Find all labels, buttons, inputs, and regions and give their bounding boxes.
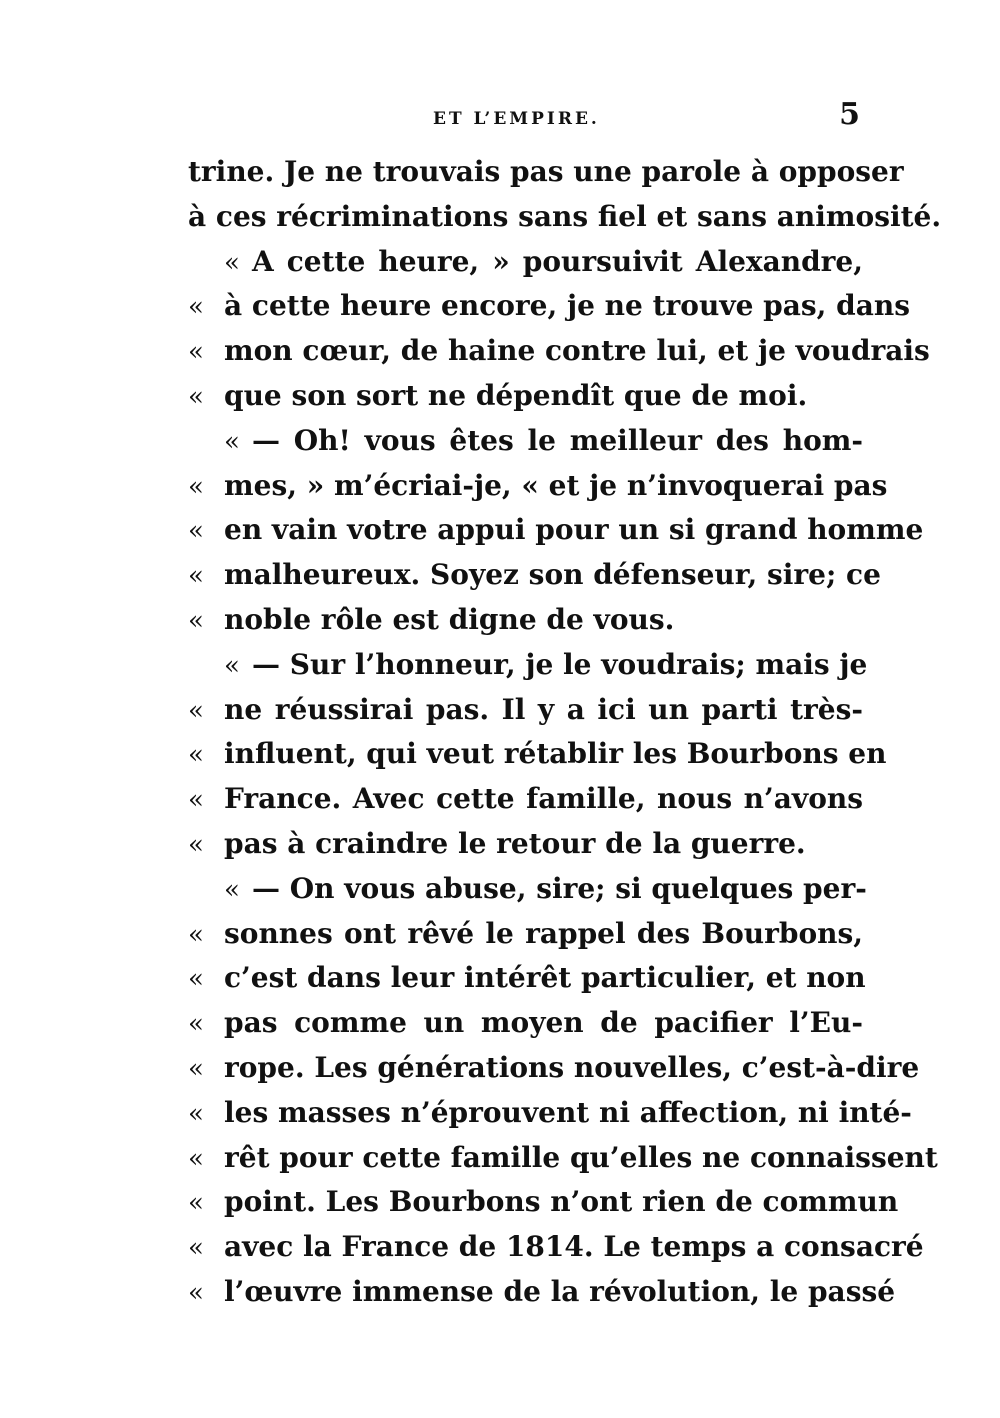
line-text: ne réussirai pas. Il y a ici un parti très- <box>224 692 863 726</box>
line-text: à ces récriminations sans fiel et sans animosité. <box>188 199 942 233</box>
quote-mark: « <box>188 1188 204 1219</box>
line-text: — On vous abuse, sire; si quelques per- <box>252 871 867 905</box>
text-line <box>188 464 888 509</box>
text-line <box>188 508 924 553</box>
quote-mark: « <box>188 561 204 592</box>
text-line <box>188 1136 938 1181</box>
body-text <box>188 150 942 1315</box>
line-text: — Sur l’honneur, je le voudrais; mais je <box>252 647 868 681</box>
quote-mark: « <box>188 1009 204 1040</box>
quote-mark: « <box>188 1143 204 1174</box>
quote-mark: « <box>188 1098 204 1129</box>
line-text: à cette heure encore, je ne trouve pas, dans <box>224 289 910 323</box>
quote-mark: « <box>188 605 204 636</box>
quote-mark: « <box>188 381 204 412</box>
line-text: A cette heure, » poursuivit Alexandre, <box>252 244 863 278</box>
quote-mark: « <box>188 516 204 547</box>
quote-mark: « <box>188 1277 204 1308</box>
text-line <box>188 329 930 374</box>
line-text: influent, qui veut rétablir les Bourbons en <box>224 737 887 771</box>
text-line <box>188 1225 924 1270</box>
text-line <box>188 777 863 822</box>
running-title: ET L’EMPIRE. <box>433 109 600 129</box>
line-text: en vain votre appui pour un si grand homme <box>224 513 924 547</box>
quote-mark: « <box>188 1053 204 1084</box>
quote-mark: « <box>188 919 204 950</box>
text-line <box>188 284 910 329</box>
quote-mark: « <box>224 874 240 905</box>
text-line <box>188 912 863 957</box>
line-text: sonnes ont rêvé le rappel des Bourbons, <box>224 916 863 950</box>
line-text: point. Les Bourbons n’ont rien de commun <box>224 1185 899 1219</box>
quote-mark: « <box>188 471 204 502</box>
text-line <box>188 1091 912 1136</box>
text-line <box>188 688 863 733</box>
text-line <box>188 195 942 240</box>
line-text: que son sort ne dépendît que de moi. <box>224 378 808 412</box>
line-text: malheureux. Soyez son défenseur, sire; ce <box>224 558 881 592</box>
text-line <box>188 1270 896 1315</box>
text-line <box>188 374 863 419</box>
text-line <box>188 1046 920 1091</box>
line-text: mes, » m’écriai-je, « et je n’invoquerai pas <box>224 468 888 502</box>
quote-mark: « <box>188 292 204 323</box>
line-text: pas à craindre le retour de la guerre. <box>224 826 806 860</box>
line-text: les masses n’éprouvent ni affection, ni inté- <box>224 1095 912 1129</box>
text-line <box>188 419 863 464</box>
quote-mark: « <box>188 964 204 995</box>
line-text: — Oh! vous êtes le meilleur des hom- <box>252 423 863 457</box>
text-line <box>188 1180 899 1225</box>
quote-mark: « <box>188 740 204 771</box>
text-line <box>188 643 868 688</box>
text-line <box>188 150 904 195</box>
text-line <box>188 867 867 912</box>
line-text: rope. Les générations nouvelles, c’est-à-dire <box>224 1050 920 1084</box>
quote-mark: « <box>188 337 204 368</box>
quote-mark: « <box>224 426 240 457</box>
line-text: France. Avec cette famille, nous n’avons <box>224 782 863 816</box>
line-text: trine. Je ne trouvais pas une parole à opposer <box>188 155 904 188</box>
text-line <box>188 598 863 643</box>
text-line <box>188 732 887 777</box>
running-head <box>188 97 860 141</box>
text-line <box>188 1001 863 1046</box>
quote-mark: « <box>188 695 204 726</box>
line-text: mon cœur, de haine contre lui, et je voudrais <box>224 334 930 368</box>
quote-mark: « <box>224 650 240 681</box>
page-number: 5 <box>839 97 860 132</box>
text-line <box>188 956 866 1001</box>
quote-mark: « <box>188 829 204 860</box>
text-line <box>188 240 863 285</box>
line-text: noble rôle est digne de vous. <box>224 602 675 636</box>
quote-mark: « <box>224 247 240 278</box>
line-text: l’œuvre immense de la révolution, le passé <box>224 1274 896 1308</box>
line-text: rêt pour cette famille qu’elles ne connaissent <box>224 1140 938 1174</box>
line-text: c’est dans leur intérêt particulier, et non <box>224 961 866 995</box>
line-text: avec la France de 1814. Le temps a consacré <box>224 1230 924 1264</box>
text-line <box>188 822 863 867</box>
quote-mark: « <box>188 1233 204 1264</box>
line-text: pas comme un moyen de pacifier l’Eu- <box>224 1006 863 1040</box>
quote-mark: « <box>188 785 204 816</box>
text-line <box>188 553 881 598</box>
